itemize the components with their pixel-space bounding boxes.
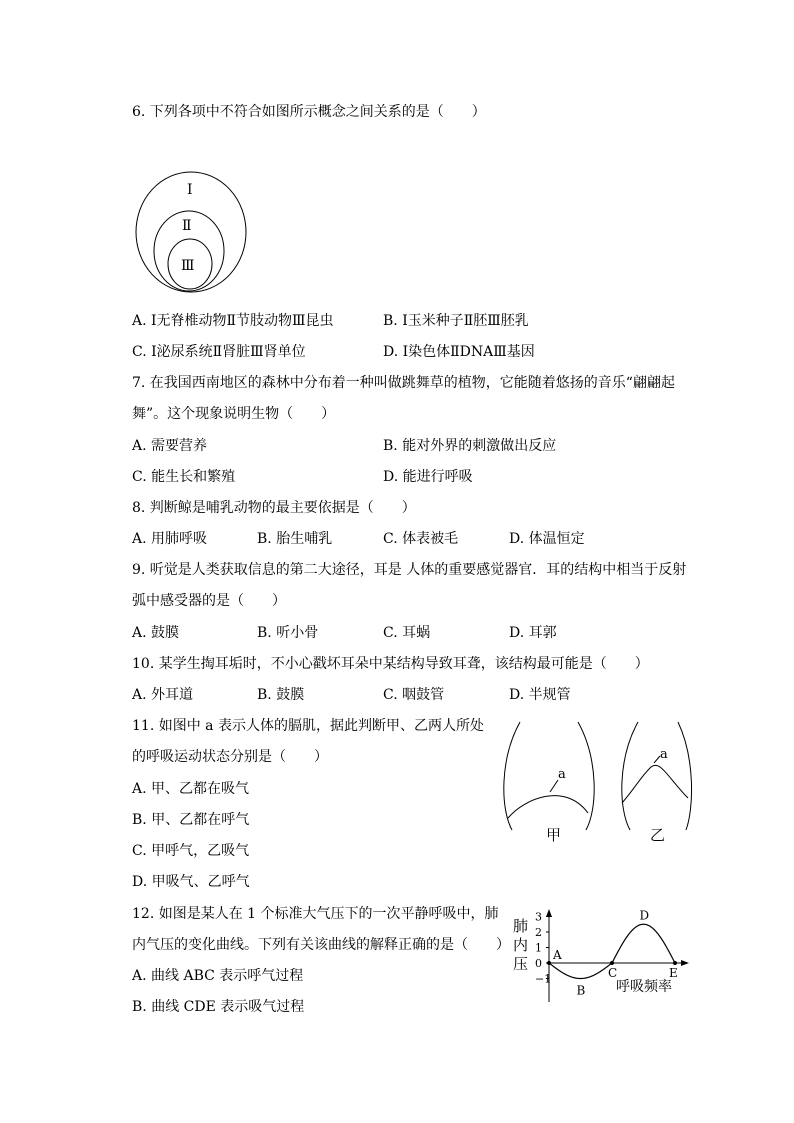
y-tick-label: 2 bbox=[535, 926, 542, 939]
y-tick-label: 1 bbox=[535, 941, 542, 955]
y-axis-label bbox=[513, 917, 528, 973]
q9-option-a[interactable]: A. 鼓膜 bbox=[132, 625, 180, 641]
q7-stem-line2: 舞”。这个现象说明生物（ ） bbox=[132, 406, 336, 422]
y-tick-label: 0 bbox=[535, 957, 542, 970]
x-axis-arrow bbox=[681, 960, 689, 966]
torso-jia bbox=[504, 722, 594, 844]
label-II: Ⅱ bbox=[182, 218, 192, 234]
q9-option-b[interactable]: B. 听小骨 bbox=[257, 625, 319, 641]
q9-stem-line2: 弧中感受器的是（ ） bbox=[132, 593, 286, 609]
q8-option-b[interactable]: B. 胎生哺乳 bbox=[257, 531, 333, 547]
y-tick-label: −1 bbox=[535, 972, 552, 986]
ylabel-char-2: 内 bbox=[513, 936, 529, 954]
point-label-C: C bbox=[608, 966, 618, 980]
q8-option-c[interactable]: C. 体表被毛 bbox=[383, 531, 459, 547]
lung-pressure-chart bbox=[505, 905, 705, 1005]
q11-option-b[interactable]: B. 甲、乙都在呼气 bbox=[132, 812, 250, 828]
point-A-marker bbox=[547, 961, 551, 965]
y-tick-label: 3 bbox=[535, 910, 542, 924]
q9-option-c[interactable]: C. 耳蜗 bbox=[383, 625, 431, 641]
q12-stem-line2: 内气压的变化曲线。下列有关该曲线的解释正确的是（ ） bbox=[132, 937, 510, 953]
q11-stem-line1: 11. 如图中 a 表示人体的膈肌，据此判断甲、乙两人所处 bbox=[132, 718, 484, 734]
point-E-marker bbox=[673, 961, 677, 965]
q10-option-d[interactable]: D. 半规管 bbox=[509, 687, 571, 703]
diaphragm-diagram bbox=[500, 718, 700, 848]
torso-yi bbox=[622, 722, 692, 844]
q7-option-c[interactable]: C. 能生长和繁殖 bbox=[132, 469, 236, 485]
q11-stem-line2: 的呼吸运动状态分别是（ ） bbox=[132, 749, 328, 765]
q12-option-a[interactable]: A. 曲线 ABC 表示呼气过程 bbox=[132, 968, 304, 984]
q7-stem-line1: 7. 在我国西南地区的森林中分布着一种叫做跳舞草的植物，它能随着悠扬的音乐“翩翩起 bbox=[132, 375, 675, 391]
label-I: Ⅰ bbox=[187, 182, 193, 198]
q8-option-d[interactable]: D. 体温恒定 bbox=[509, 531, 585, 547]
q12-stem-line1: 12. 如图是某人在 1 个标准大气压下的一次平静呼吸中，肺 bbox=[132, 906, 499, 922]
q9-stem-line1: 9. 听觉是人类获取信息的第二大途径，耳是 人体的重要感觉器官．耳的结构中相当于反射 bbox=[132, 562, 687, 578]
diaphragm-yi bbox=[622, 765, 688, 803]
q8-stem: 8. 判断鲸是哺乳动物的最主要依据是（ ） bbox=[132, 500, 416, 516]
q9-option-d[interactable]: D. 耳郭 bbox=[509, 625, 557, 641]
q10-option-c[interactable]: C. 咽鼓管 bbox=[383, 687, 445, 703]
point-label-D: D bbox=[639, 908, 650, 923]
label-jia: 甲 bbox=[546, 826, 562, 844]
q11-option-c[interactable]: C. 甲呼气，乙吸气 bbox=[132, 843, 250, 859]
point-label-A: A bbox=[553, 948, 562, 962]
xlabel: 呼吸频率 bbox=[616, 979, 672, 995]
q6-option-d[interactable]: D. Ⅰ染色体ⅡDNAⅢ基因 bbox=[383, 344, 535, 360]
q8-option-a[interactable]: A. 用肺呼吸 bbox=[132, 531, 208, 547]
label-a-yi: a bbox=[660, 747, 668, 762]
q6-option-b[interactable]: B. Ⅰ玉米种子Ⅱ胚Ⅲ胚乳 bbox=[383, 313, 529, 329]
q10-option-b[interactable]: B. 鼓膜 bbox=[257, 687, 305, 703]
label-a-jia: a bbox=[558, 767, 566, 782]
label-yi: 乙 bbox=[650, 826, 666, 844]
q6-option-a[interactable]: A. Ⅰ无脊椎动物Ⅱ节肢动物Ⅲ昆虫 bbox=[132, 313, 334, 329]
q7-option-d[interactable]: D. 能进行呼吸 bbox=[383, 469, 473, 485]
concept-circles-diagram bbox=[134, 168, 254, 298]
label-III: Ⅲ bbox=[181, 258, 195, 274]
q6-option-c[interactable]: C. Ⅰ泌尿系统Ⅱ肾脏Ⅲ肾单位 bbox=[132, 344, 306, 360]
q11-option-d[interactable]: D. 甲吸气、乙呼气 bbox=[132, 874, 250, 890]
y-axis-arrow bbox=[546, 909, 552, 917]
point-label-B: B bbox=[576, 983, 586, 998]
ylabel-char-1: 肺 bbox=[513, 917, 529, 935]
diaphragm-jia bbox=[508, 796, 588, 818]
point-label-E: E bbox=[669, 966, 678, 980]
q7-option-a[interactable]: A. 需要营养 bbox=[132, 438, 208, 454]
ylabel-char-3: 压 bbox=[513, 955, 529, 973]
q12-option-b[interactable]: B. 曲线 CDE 表示吸气过程 bbox=[132, 999, 305, 1015]
q6-stem: 6. 下列各项中不符合如图所示概念之间关系的是（ ） bbox=[132, 104, 486, 120]
q11-option-a[interactable]: A. 甲、乙都在吸气 bbox=[132, 781, 250, 797]
q7-option-b[interactable]: B. 能对外界的刺激做出反应 bbox=[383, 438, 557, 454]
point-C-marker bbox=[610, 961, 614, 965]
q10-stem: 10. 某学生掏耳垢时，不小心戳坏耳朵中某结构导致耳聋，该结构最可能是（ ） bbox=[132, 656, 649, 672]
q10-option-a[interactable]: A. 外耳道 bbox=[132, 687, 194, 703]
